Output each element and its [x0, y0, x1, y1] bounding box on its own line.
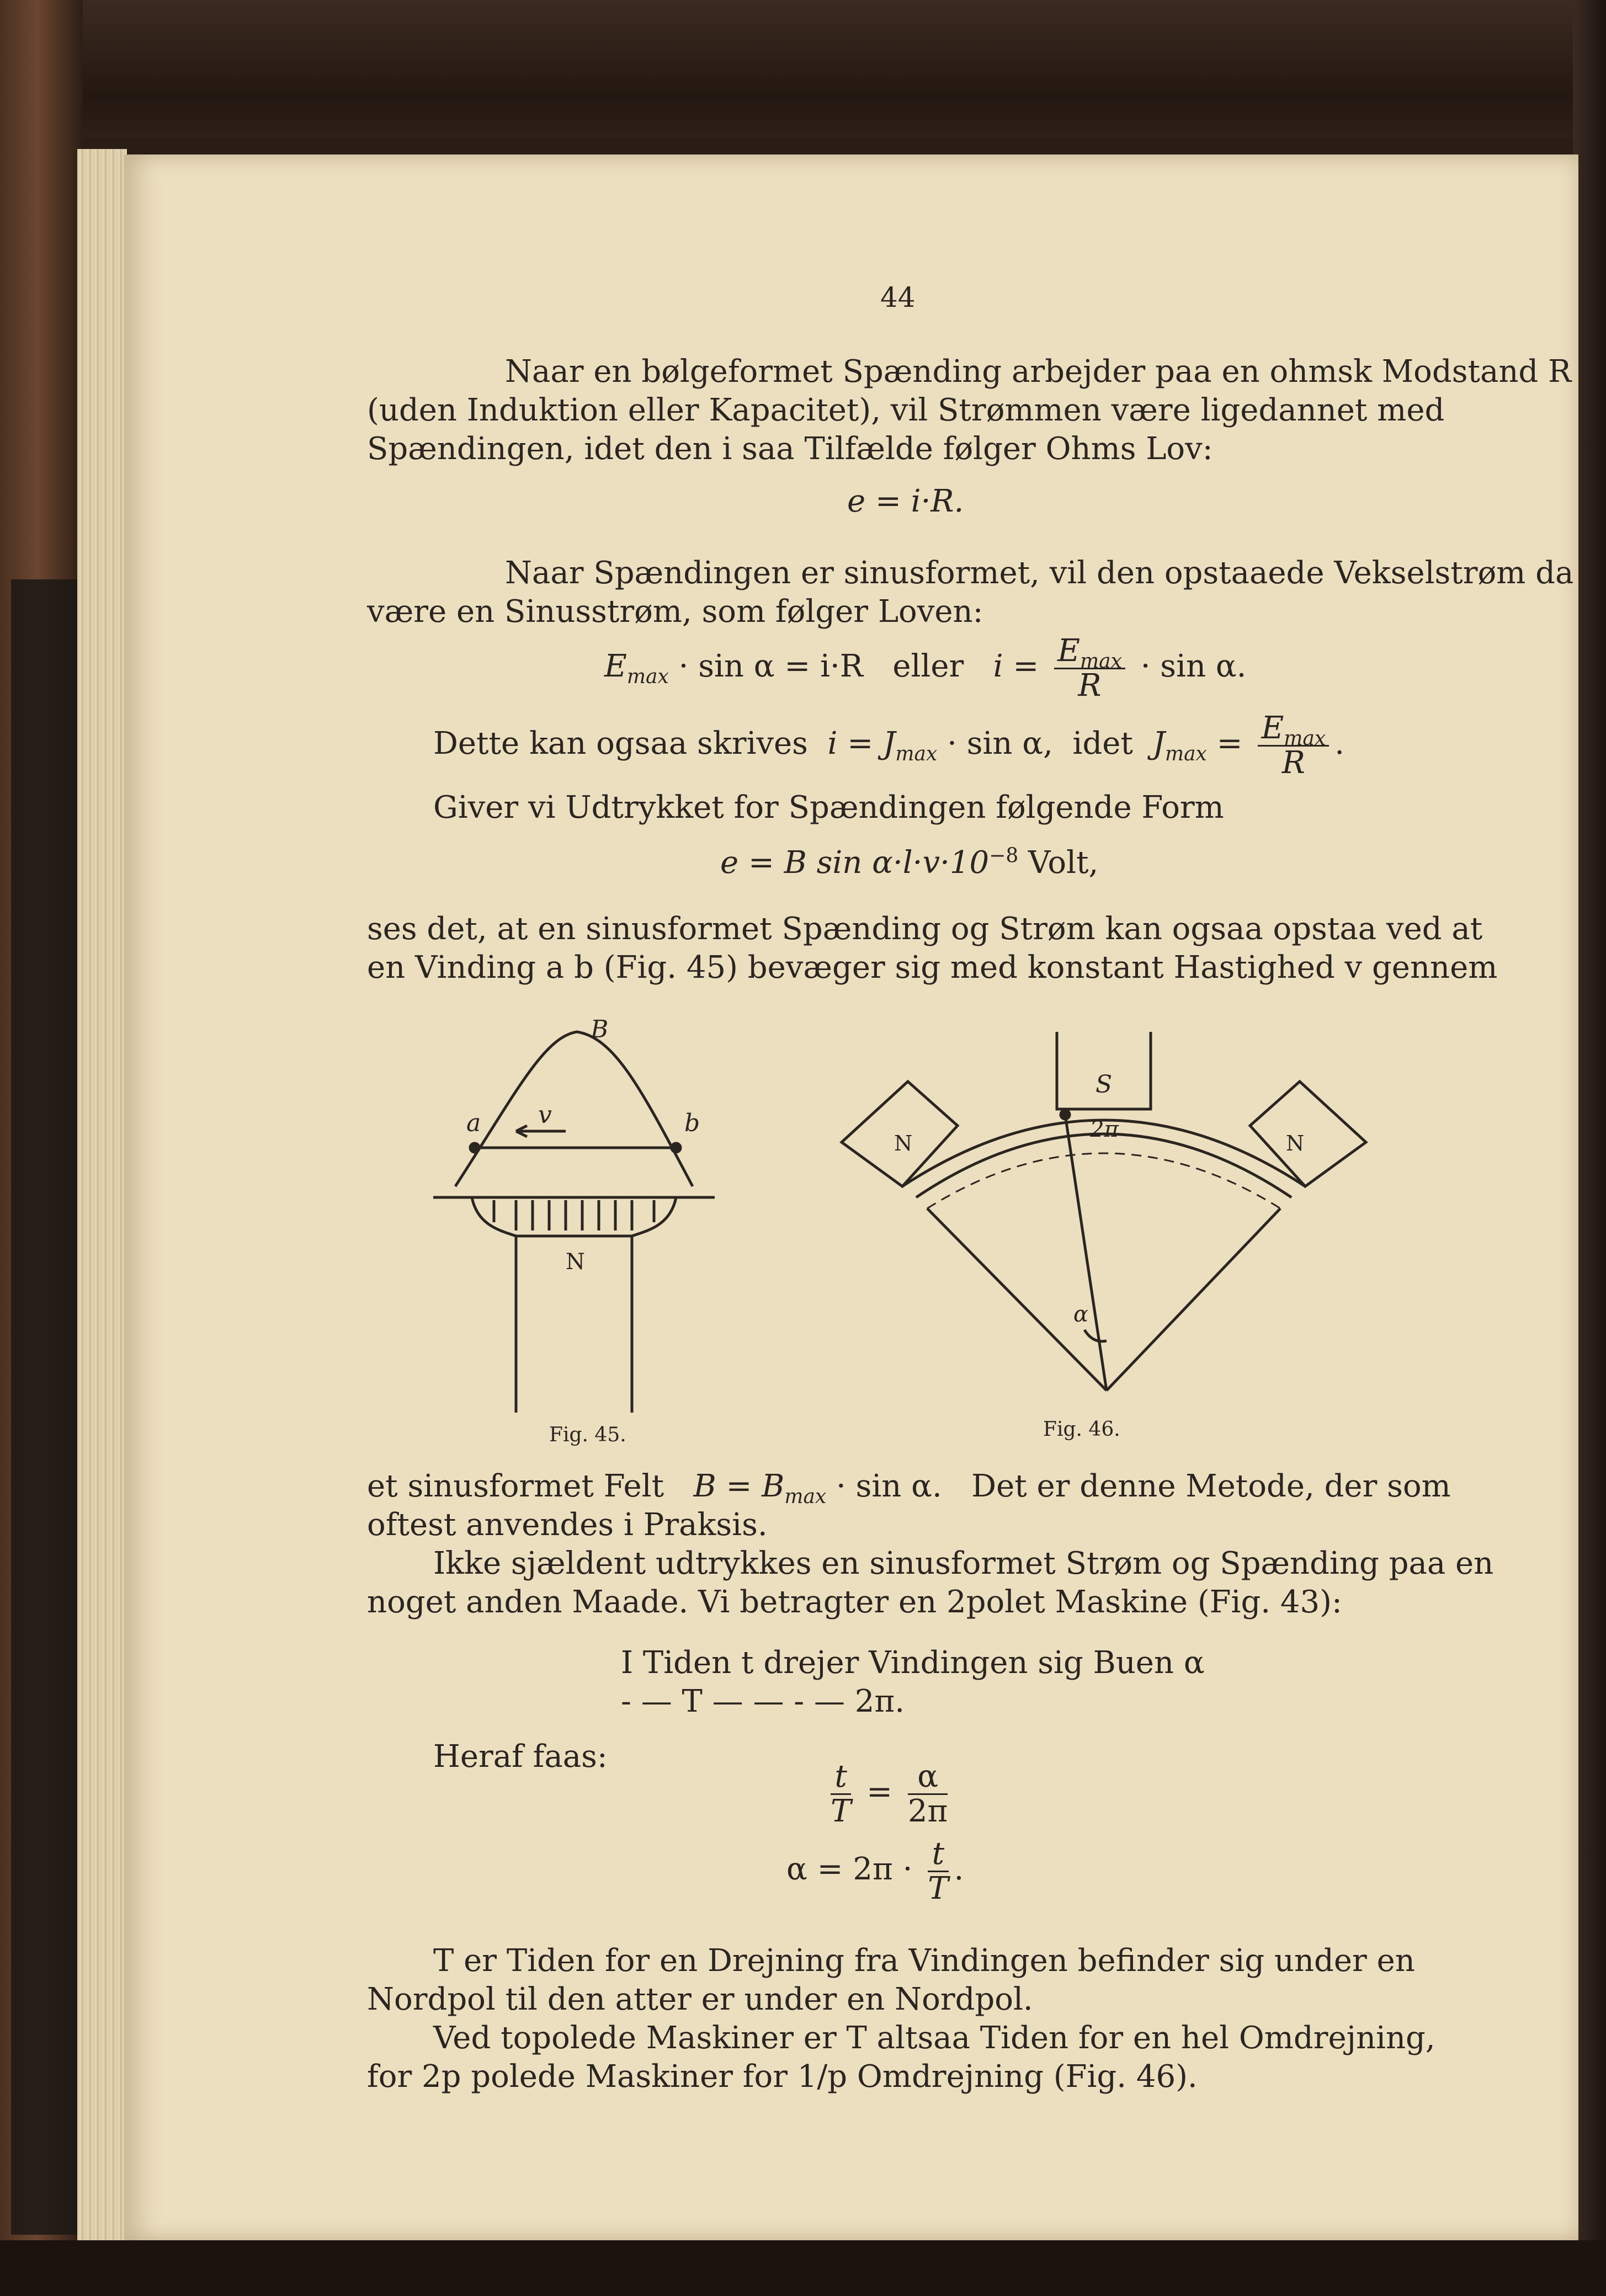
para2-line1: Naar Spændingen er sinusformet, vil den opstaaede Vekselstrøm da — [505, 555, 1574, 591]
fig46-alpha-arc — [1084, 1330, 1107, 1341]
fig46-label-N-right: N — [1286, 1131, 1305, 1155]
book-cover-top — [0, 0, 1606, 138]
page-number: 44 — [880, 281, 916, 313]
fig46-label-alpha: α — [1073, 1302, 1089, 1327]
fig45-point-a — [470, 1143, 479, 1152]
figure-46 — [842, 1032, 1371, 1407]
fig46-armature-arc-outer — [916, 1134, 1291, 1197]
equation-ratio: $\frac{t}{T}$ = $\frac{\alpha}{2\pi}$ — [831, 1759, 948, 1829]
line-giver: Giver vi Udtrykket for Spændingen følgende Form — [433, 790, 1224, 825]
para1-line3: Spændingen, idet den i saa Tilfælde følger Ohms Lov: — [367, 431, 1213, 467]
equation-alpha: α = 2π · $\frac{t}{T}$ . — [786, 1836, 964, 1906]
para4-line1: et sinusformet Felt $B = B_{max} \cdot \sin \alpha$. Det er denne Metode, der som — [367, 1468, 1451, 1509]
para1-line1: Naar en bølgeformet Spænding arbejder paa en ohmsk Modstand R — [505, 354, 1572, 390]
fig45-label-N: N — [566, 1249, 585, 1275]
equation-sine-current: $E_{max} \cdot \sin \alpha = i\cdot R$ eller i = $\frac{E_{max}}{R}$ · sin α. — [604, 633, 1247, 704]
para4-line2: oftest anvendes i Praksis. — [367, 1507, 768, 1543]
para5-line2: noget anden Maade. Vi betragter en 2polet Maskine (Fig. 43): — [367, 1584, 1342, 1620]
fig46-radius-right — [1107, 1208, 1280, 1391]
para6-line1: T er Tiden for en Drejning fra Vindingen befinder sig under en — [433, 1943, 1415, 1979]
para2-line2: være en Sinusstrøm, som følger Loven: — [367, 594, 983, 630]
para6-line2: Nordpol til den atter er under en Nordpol. — [367, 1981, 1033, 2017]
fig45-label-b: b — [684, 1109, 700, 1137]
fig45-caption: Fig. 45. — [549, 1424, 626, 1446]
fig46-radius-mid — [1065, 1115, 1107, 1391]
fig45-point-b — [672, 1143, 680, 1152]
para7-line1: Ved topolede Maskiner er T altsaa Tiden for en hel Omdrejning, — [433, 2020, 1435, 2056]
table-row2: - — T — — - — 2π. — [621, 1684, 905, 1719]
para1-line2: (uden Induktion eller Kapacitet), vil Strømmen være ligedannet med — [367, 392, 1445, 428]
book-page — [124, 155, 1578, 2240]
para7-line2: for 2p polede Maskiner for 1/p Omdrejning (Fig. 46). — [367, 2059, 1198, 2095]
fig46-label-N-left: N — [894, 1131, 913, 1155]
para5-line1: Ikke sjældent udtrykkes en sinusformet Strøm og Spænding paa en — [433, 1546, 1494, 1581]
equation-voltage: e = B $\sin \alpha\cdot l\cdot v\cdot 10^{-8}$ Volt, — [720, 844, 1099, 881]
line-dette: Dette kan ogsaa skrives $i = J_{max} \cdot \sin \alpha$, idet $J_{max}$ = $\frac{E_{max}}{R}$ . — [433, 710, 1345, 781]
fig46-label-S: S — [1096, 1070, 1113, 1099]
fig46-radius-left — [927, 1208, 1107, 1391]
page-edges — [77, 149, 127, 2240]
fig45-pole-shoe — [472, 1197, 676, 1413]
book-cover-bottom — [0, 2240, 1606, 2296]
fig45-field-curve — [455, 1032, 693, 1186]
fig46-caption: Fig. 46. — [1043, 1418, 1120, 1441]
figure-45 — [433, 1015, 720, 1424]
table-row1: I Tiden t drejer Vindingen sig Buen α — [621, 1645, 1205, 1681]
fig45-label-v: v — [538, 1101, 552, 1129]
fig46-label-2pi: 2π — [1090, 1117, 1119, 1142]
equation-ohms-law: e = i·R. — [847, 483, 964, 519]
fig45-label-B: B — [591, 1015, 609, 1043]
heraf-faas: Heraf faas: — [433, 1739, 608, 1775]
para3-line2: en Vinding a b (Fig. 45) bevæger sig med konstant Hastighed v gennem — [367, 950, 1498, 985]
book-cloth-binding — [11, 579, 77, 2235]
fig45-label-a: a — [466, 1109, 481, 1137]
fig46-pole-N-right — [1250, 1082, 1366, 1186]
para3-line1: ses det, at en sinusformet Spænding og Strøm kan ogsaa opstaa ved at — [367, 911, 1483, 947]
